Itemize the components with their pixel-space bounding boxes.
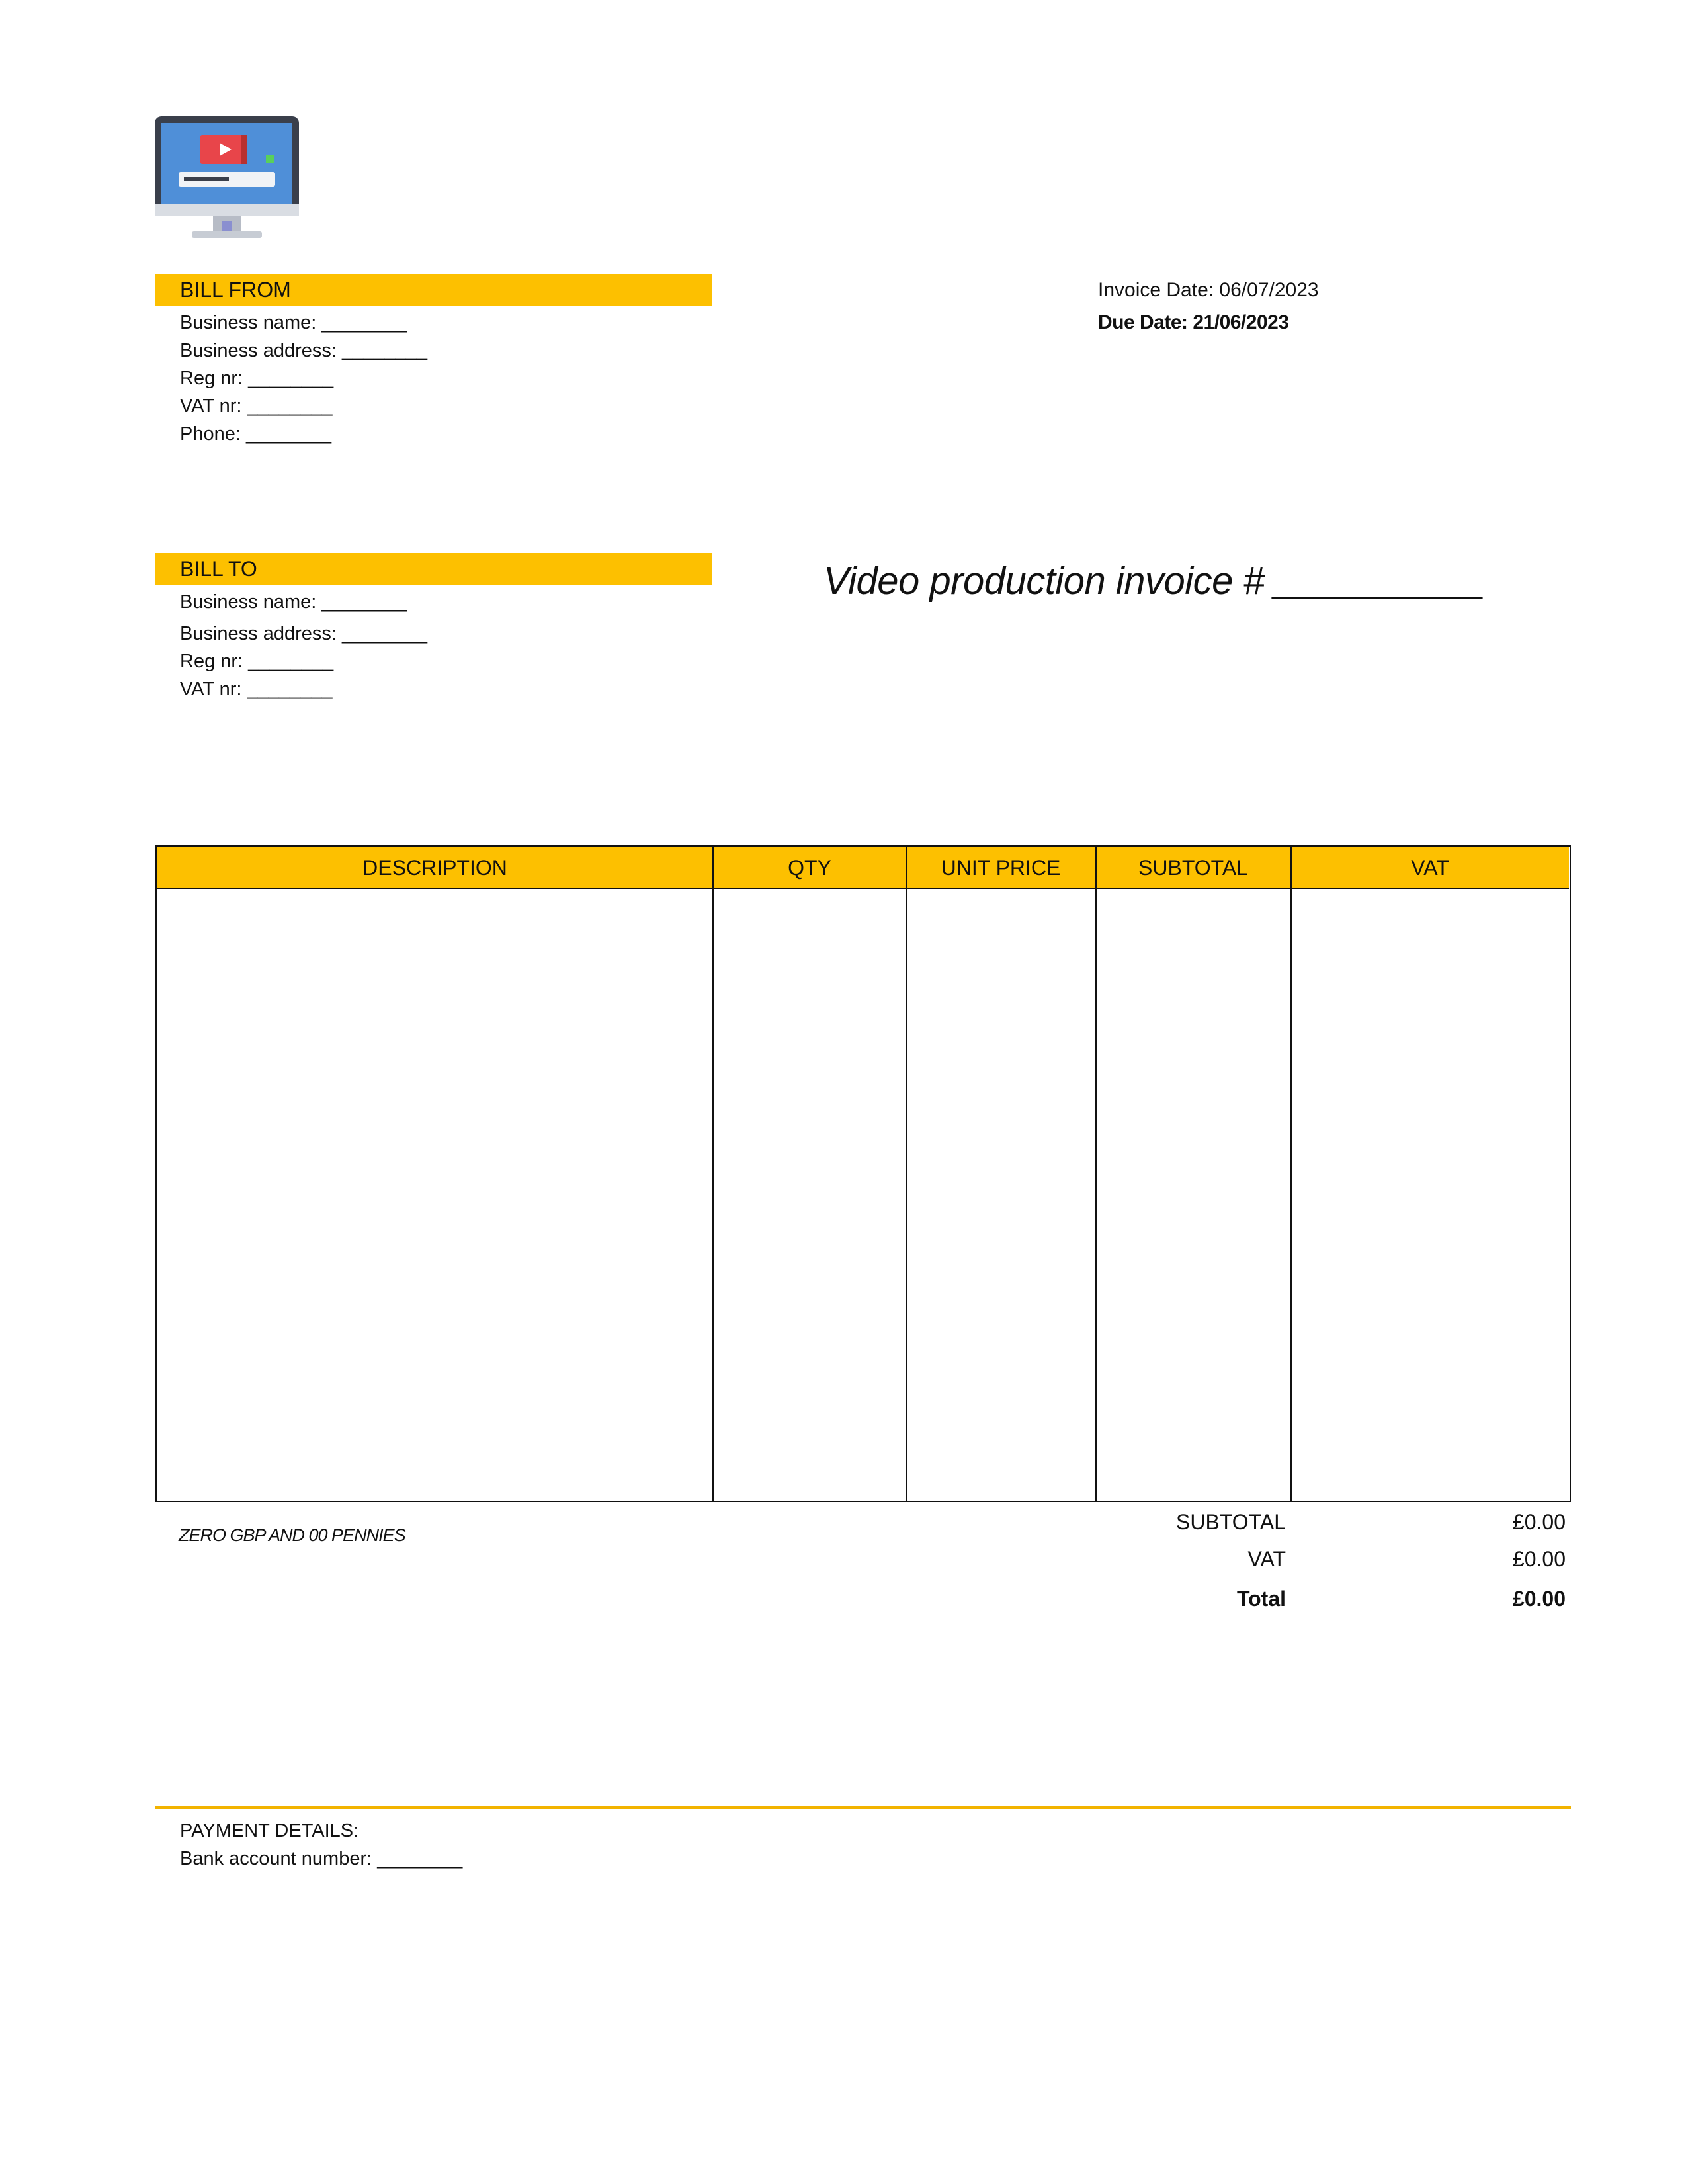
bill-to-header: BILL TO <box>155 553 712 585</box>
column-header-vat: VAT <box>1291 847 1569 889</box>
bank-account-number: Bank account number: ________ <box>180 1848 463 1869</box>
bill-to-business-address: Business address: ________ <box>180 623 428 644</box>
bill-from-reg-nr: Reg nr: ________ <box>180 368 334 389</box>
bill-to-vat-nr: VAT nr: ________ <box>180 679 333 700</box>
bill-to-business-name: Business name: ________ <box>180 591 407 612</box>
subtotal-label: SUBTOTAL <box>1176 1510 1286 1534</box>
payment-divider <box>155 1806 1571 1809</box>
bill-from-business-name: Business name: ________ <box>180 312 407 333</box>
column-header-subtotal: SUBTOTAL <box>1095 847 1291 889</box>
items-table <box>155 845 1571 1502</box>
bill-from-vat-nr: VAT nr: ________ <box>180 396 333 417</box>
column-header-unit-price: UNIT PRICE <box>906 847 1095 889</box>
bill-from-phone: Phone: ________ <box>180 423 331 444</box>
column-divider <box>1290 847 1292 1501</box>
vat-value: £0.00 <box>1512 1547 1566 1571</box>
bill-to-reg-nr: Reg nr: ________ <box>180 651 334 672</box>
monitor-video-play-icon <box>155 116 299 238</box>
column-divider <box>1095 847 1097 1501</box>
payment-details-header: PAYMENT DETAILS: <box>180 1820 359 1841</box>
vat-label: VAT <box>1247 1547 1286 1571</box>
column-divider <box>712 847 714 1501</box>
invoice-title: Video production invoice # __________ <box>823 560 1485 603</box>
total-value: £0.00 <box>1512 1587 1566 1611</box>
column-header-description: DESCRIPTION <box>157 847 713 889</box>
total-label: Total <box>1236 1587 1286 1611</box>
bill-from-business-address: Business address: ________ <box>180 340 428 361</box>
subtotal-value: £0.00 <box>1512 1510 1566 1534</box>
column-header-qty: QTY <box>713 847 906 889</box>
bill-from-header: BILL FROM <box>155 274 712 306</box>
invoice-date: Invoice Date: 06/07/2023 <box>1098 279 1319 301</box>
amount-in-words: ZERO GBP AND 00 PENNIES <box>179 1525 405 1545</box>
due-date: Due Date: 21/06/2023 <box>1098 312 1289 333</box>
column-divider <box>906 847 907 1501</box>
